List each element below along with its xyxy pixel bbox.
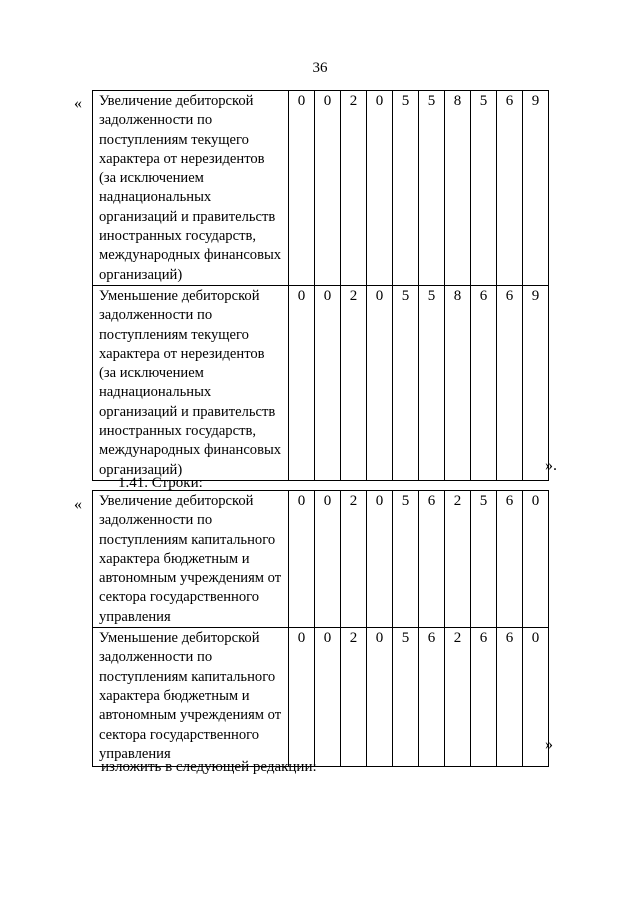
code-digit: 0 (289, 491, 315, 628)
code-digit: 5 (393, 491, 419, 628)
code-digit: 5 (393, 91, 419, 286)
code-digit: 0 (367, 285, 393, 480)
code-digit: 2 (445, 491, 471, 628)
code-digit: 2 (341, 285, 367, 480)
code-digit: 0 (315, 285, 341, 480)
open-quote-2: « (74, 496, 82, 513)
code-digit: 2 (341, 91, 367, 286)
code-digit: 0 (289, 91, 315, 286)
code-digit: 0 (315, 491, 341, 628)
section-heading: 1.41. Строки: (118, 475, 203, 491)
code-digit: 5 (393, 285, 419, 480)
code-digit: 6 (419, 628, 445, 767)
code-digit: 6 (419, 491, 445, 628)
code-digit: 0 (315, 628, 341, 767)
code-digit: 5 (471, 91, 497, 286)
code-digit: 2 (341, 628, 367, 767)
code-digit: 6 (497, 628, 523, 767)
code-digit: 6 (497, 491, 523, 628)
code-digit: 8 (445, 91, 471, 286)
code-digit: 0 (523, 628, 549, 767)
table-row (93, 491, 549, 628)
code-digit: 6 (497, 285, 523, 480)
code-digit: 9 (523, 91, 549, 286)
code-digit: 0 (367, 491, 393, 628)
code-digit: 2 (445, 628, 471, 767)
table-row (93, 91, 549, 286)
code-digit: 0 (315, 91, 341, 286)
row-description: Уменьшение дебиторской задолженности по поступлениям текущего характера от нерезидентов (за исключением наднациональных организаций и правительств иностранных государств, международных финансовых организаций) (93, 285, 289, 480)
code-digit: 9 (523, 285, 549, 480)
open-quote-1: « (74, 95, 82, 112)
code-digit: 5 (471, 491, 497, 628)
code-digit: 0 (289, 628, 315, 767)
code-table-1 (92, 90, 549, 481)
table-row (93, 628, 549, 767)
code-digit: 8 (445, 285, 471, 480)
code-digit: 0 (289, 285, 315, 480)
closing-text: изложить в следующей редакции: (101, 759, 317, 775)
table-row (93, 285, 549, 480)
code-digit: 5 (419, 285, 445, 480)
code-digit: 2 (341, 491, 367, 628)
close-quote-2: » (545, 736, 553, 753)
code-digit: 0 (367, 91, 393, 286)
code-digit: 6 (497, 91, 523, 286)
code-digit: 6 (471, 285, 497, 480)
code-table-2 (92, 490, 549, 767)
code-digit: 5 (393, 628, 419, 767)
code-digit: 5 (419, 91, 445, 286)
close-quote-1: ». (545, 457, 557, 474)
code-digit: 6 (471, 628, 497, 767)
page-number: 36 (312, 60, 328, 76)
row-description: Увеличение дебиторской задолженности по поступлениям текущего характера от нерезидентов (за исключением наднациональных организаций и правительств иностранных государств, международных финансовых организаций) (93, 91, 289, 286)
code-digit: 0 (367, 628, 393, 767)
row-description: Увеличение дебиторской задолженности по поступлениям капитального характера бюджетным и автономным учреждениям от сектора государственного управления (93, 491, 289, 628)
row-description: Уменьшение дебиторской задолженности по поступлениям капитального характера бюджетным и автономным учреждениям от сектора государственного управления (93, 628, 289, 767)
code-digit: 0 (523, 491, 549, 628)
